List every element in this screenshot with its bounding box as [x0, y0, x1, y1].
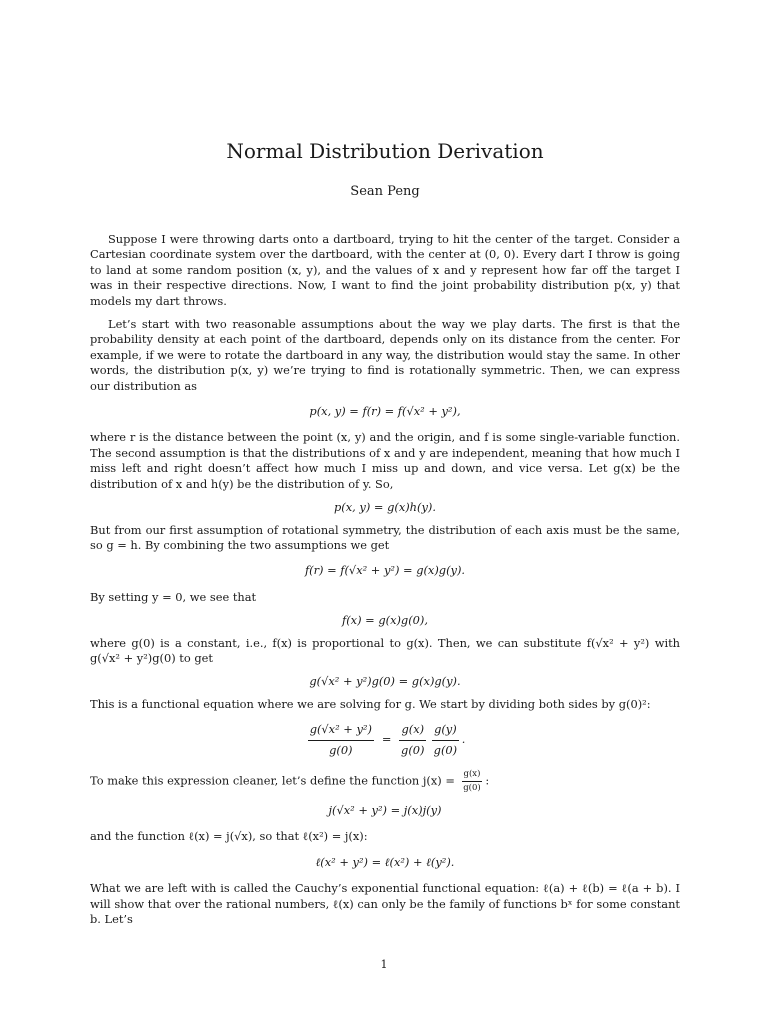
paragraph-8-text: To make this expression cleaner, let’s define the function j(x) =: [90, 773, 455, 788]
paragraph-7: This is a functional equation where we are solving for g. We start by dividing both sides by g(0)²:: [90, 696, 651, 711]
page-number: 1: [380, 958, 388, 971]
paper-author: Sean Peng: [350, 184, 420, 199]
equation-8: ℓ(x² + y²) = ℓ(x²) + ℓ(y²).: [315, 854, 455, 869]
paragraph-9: and the function ℓ(x) = j(√x), so that ℓ(x²) = j(x):: [90, 829, 368, 844]
fraction-rhs-2: [432, 722, 459, 758]
paper-title: Normal Distribution Derivation: [226, 139, 544, 163]
paragraph-10: What we are left with is called the Cauchy’s exponential functional equation: ℓ(a) + ℓ(b) = ℓ(a + b). I will show that over the rational numbers, ℓ(x) can only be the family of functions bˣ for some constant b. Let’s: [90, 881, 680, 926]
fraction-numerator: g(√x² + y²): [308, 722, 374, 740]
paragraph-3: where r is the distance between the point (x, y) and the origin, and f is some single-variable function. The second assumption is that the distributions of x and y are independent, meaning that how much I miss left and right doesn’t affect how much I miss up and down, and vice versa. Let g(x) be the distribution of x and h(y) be the distribution of y. So,: [90, 430, 680, 491]
equals-sign: =: [381, 732, 392, 747]
fraction-denominator: g(0): [433, 742, 458, 757]
equation-5: g(√x² + y²)g(0) = g(x)g(y).: [309, 674, 461, 689]
paragraph-8-colon: :: [485, 773, 490, 788]
paragraph-1: Suppose I were throwing darts onto a dartboard, trying to hit the center of the target. Consider a Cartesian coordinate system over the dartboard, with the center at (0, 0). Every dart I throw is going to land at some random position (x, y), and the values of x and y represent how far off the target I was in their respective directions. Now, I want to find the joint probability distribution p(x, y) that models my dart throws.: [90, 232, 680, 308]
paragraph-5: By setting y = 0, we see that: [90, 589, 257, 604]
equation-6: [90, 722, 680, 758]
equation-3: f(r) = f(√x² + y²) = g(x)g(y).: [304, 563, 466, 578]
equation-period: .: [461, 732, 466, 747]
paper-body: [90, 232, 680, 935]
paragraph-8: [90, 770, 680, 793]
equation-1: p(x, y) = f(r) = f(√x² + y²),: [309, 404, 461, 419]
fraction-denominator: g(0): [329, 742, 353, 757]
equation-4: f(x) = g(x)g(0),: [342, 613, 428, 628]
fraction-lhs: [308, 722, 374, 758]
paragraph-4: But from our first assumption of rotational symmetry, the distribution of each axis must be the same, so g = h. By combining the two assumptions we get: [90, 522, 680, 552]
fraction-numerator: g(x): [462, 770, 483, 782]
fraction-numerator: g(y): [432, 722, 459, 740]
fraction-denominator: g(0): [401, 742, 425, 757]
paragraph-6: where g(0) is a constant, i.e., f(x) is proportional to g(x). Then, we can substitute f(√x² + y²) with g(√x² + y²)g(0) to get: [90, 635, 680, 665]
paragraph-2: Let’s start with two reasonable assumptions about the way we play darts. The first is that the probability density at each point of the dartboard, depends only on its distance from the center. For example, if we were to rotate the dartboard in any way, the distribution would stay the same. In other words, the distribution p(x, y) we’re trying to find is rotationally symmetric. Then, we can express our distribution as: [90, 317, 680, 393]
fraction-rhs-1: [399, 722, 426, 758]
equation-2: p(x, y) = g(x)h(y).: [334, 500, 436, 515]
equation-7: j(√x² + y²) = j(x)j(y): [328, 802, 442, 817]
inline-fraction: [462, 770, 483, 793]
fraction-numerator: g(x): [399, 722, 426, 740]
fraction-denominator: g(0): [463, 782, 481, 793]
